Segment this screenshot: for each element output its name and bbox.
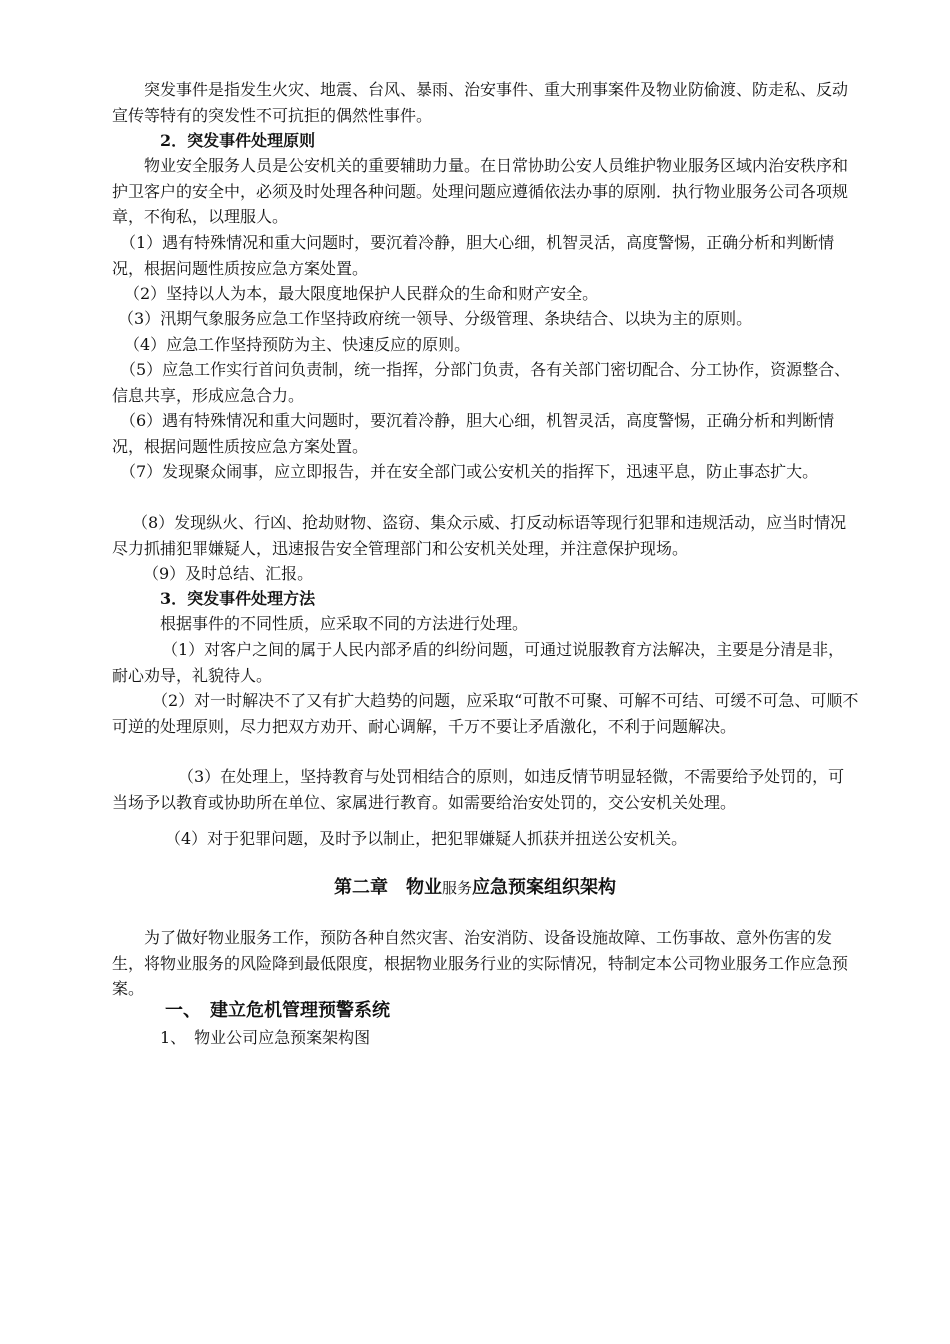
chapter-title (0, 874, 950, 902)
method-item-4: （4）对于犯罪问题，及时予以制止，把犯罪嫌疑人抓获并扭送公安机关。 (165, 829, 688, 848)
chapter-title-part-1: 第二章 物业 (333, 877, 442, 898)
chapter-title-part-3: 应急预案组织架构 (472, 877, 616, 898)
chapter-intro-paragraph: 为了做好物业服务工作，预防各种自然灾害、治安消防、设备设施故障、工伤事故、意外伤害的发生，将物业服务的风险降到最低限度，根据物业服务行业的实际情况，特制定本公司物业服务工作应急预案。 (112, 928, 849, 998)
method-item-1: （1）对客户之间的属于人民内部矛盾的纠纷问题，可通过说服教育方法解决，主要是分清是非，耐心劝导，礼貌待人。 (112, 640, 845, 685)
principle-item-2: （2）坚持以人为本，最大限度地保护人民群众的生命和财产安全。 (124, 284, 599, 303)
principle-item-4: （4）应急工作坚持预防为主、快速反应的原则。 (124, 335, 471, 354)
intro-paragraph: 突发事件是指发生火灾、地震、台风、暴雨、治安事件、重大刑事案件及物业防偷渡、防走私、反动宣传等特有的突发性不可抗拒的偶然性事件。 (112, 80, 849, 125)
principle-item-1: （1）遇有特殊情况和重大问题时，要沉着冷静，胆大心细，机智灵活，高度警惕，正确分析和判断情况，根据问题性质按应急方案处置。 (112, 233, 835, 278)
principle-item-6: （6）遇有特殊情况和重大问题时，要沉着冷静，胆大心细，机智灵活，高度警惕，正确分析和判断情况，根据问题性质按应急方案处置。 (112, 411, 835, 456)
chapter-title-part-2: 服务 (441, 879, 472, 897)
section-heading-warning-system: 一、 建立危机管理预警系统 (165, 1000, 390, 1021)
method-item-2: （2）对一时解决不了又有扩大趋势的问题，应采取“可散不可聚、可解不可结、可缓不可急、可顺不可逆的处理原则，尽力把双方劝开、耐心调解，千万不要让矛盾激化，不利于问题解决。 (112, 691, 859, 736)
principle-item-7: （7）发现聚众闹事，应立即报告，并在安全部门或公安机关的指挥下，迅速平息，防止事态扩大。 (120, 462, 819, 481)
principle-item-8: （8）发现纵火、行凶、抢劫财物、盗窃、集众示威、打反动标语等现行犯罪和违规活动，应当时情况尽力抓捕犯罪嫌疑人，迅速报告安全管理部门和公安机关处理，并注意保护现场。 (112, 513, 847, 558)
principle-item-9: （9）及时总结、汇报。 (143, 564, 314, 583)
principle-item-3: （3）汛期气象服务应急工作坚持政府统一领导、分级管理、条块结合、以块为主的原则。 (118, 309, 753, 328)
methods-intro: 根据事件的不同性质，应采取不同的方法进行处理。 (160, 614, 529, 633)
principles-paragraph: 物业安全服务人员是公安机关的重要辅助力量。在日常协助公安人员维护物业服务区域内治安秩序和护卫客户的安全中，必须及时处理各种问题。处理问题应遵循依法办事的原刚．执行物业服务公司各项规章，不徇私，以理服人。 (112, 156, 849, 226)
method-item-3: （3）在处理上，坚持教育与处罚相结合的原则，如违反情节明显轻微，不需要给予处罚的，可当场予以教育或协助所在单位、家属进行教育。如需要给治安处罚的，交公安机关处理。 (112, 767, 845, 812)
heading-methods: 3．突发事件处理方法 (160, 589, 316, 608)
principle-item-5: （5）应急工作实行首问负责制，统一指挥，分部门负责，各有关部门密切配合、分工协作，资源整合、信息共享，形成应急合力。 (112, 360, 851, 405)
heading-principles: 2．突发事件处理原则 (160, 131, 316, 150)
subsection-org-chart: 1、 物业公司应急预案架构图 (160, 1028, 371, 1047)
